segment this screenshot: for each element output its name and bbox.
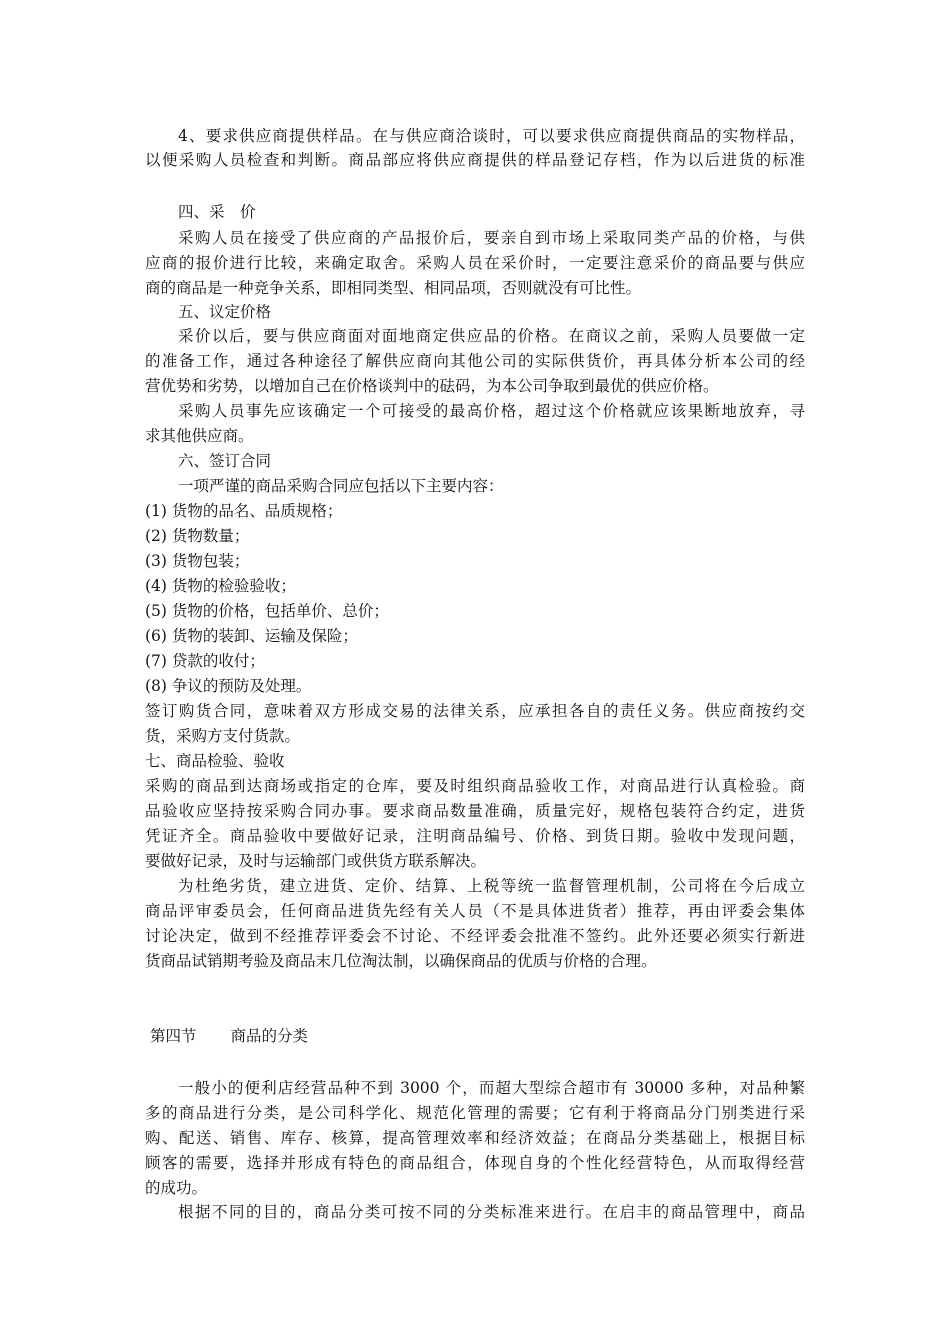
section-number: 第四节 bbox=[150, 1027, 197, 1045]
section-title bbox=[150, 1024, 810, 1048]
paragraph-line: 采价以后，要与供应商面对面地商定供应品的价格。在商议之前，采购人员要做一定 bbox=[178, 327, 805, 345]
list-item: (3) 货物包装； bbox=[145, 552, 250, 570]
paragraph-line: 要做好记录，及时与运输部门或供货方联系解决。 bbox=[145, 852, 487, 870]
list-item: (7) 贷款的收付； bbox=[145, 652, 265, 670]
list-item: (6) 货物的装卸、运输及保险； bbox=[145, 627, 358, 645]
section-heading: 六、签订合同 bbox=[178, 452, 272, 470]
section-heading: 七、商品检验、验收 bbox=[145, 752, 285, 770]
list-item: (1) 货物的品名、品质规格； bbox=[145, 502, 343, 520]
paragraph-line: 货商品试销期考验及商品末几位淘汰制，以确保商品的优质与价格的合理。 bbox=[145, 952, 657, 970]
list-item: (5) 货物的价格，包括单价、总价； bbox=[145, 602, 389, 620]
list-item: (4) 货物的检验验收； bbox=[145, 577, 296, 595]
paragraph-line: 采购的商品到达商场或指定的仓库，要及时组织商品验收工作，对商品进行认真检验。商 bbox=[145, 777, 805, 795]
section-heading: 五、议定价格 bbox=[178, 303, 272, 321]
list-item: (2) 货物数量； bbox=[145, 527, 250, 545]
paragraph-line: 采购人员在接受了供应商的产品报价后，要亲自到市场上采取同类产品的价格，与供 bbox=[178, 229, 805, 247]
paragraph-line: 商品评审委员会，任何商品进货先经有关人员（不是具体进货者）推荐，再由评委会集体 bbox=[145, 902, 805, 920]
paragraph-line: 一项严谨的商品采购合同应包括以下主要内容： bbox=[178, 477, 504, 495]
paragraph-line: 多的商品进行分类，是公司科学化、规范化管理的需要；它有利于将商品分门别类进行采 bbox=[145, 1104, 805, 1122]
paragraph-line: 4、要求供应商提供样品。在与供应商洽谈时，可以要求供应商提供商品的实物样品， bbox=[178, 127, 805, 145]
section-name: 商品的分类 bbox=[230, 1027, 309, 1045]
list-item: (8) 争议的预防及处理。 bbox=[145, 677, 312, 695]
paragraph-line: 讨论决定，做到不经推荐评委会不讨论、不经评委会批准不签约。此外还要必须实行新进 bbox=[145, 927, 805, 945]
paragraph-line: 根据不同的目的，商品分类可按不同的分类标准来进行。在启丰的商品管理中，商品 bbox=[178, 1203, 805, 1221]
paragraph-line: 签订购货合同，意味着双方形成交易的法律关系，应承担各自的责任义务。供应商按约交 bbox=[145, 702, 805, 720]
paragraph-line: 一般小的便利店经营品种不到 3000 个，而超大型综合超市有 30000 多种，对品种繁 bbox=[178, 1079, 805, 1097]
paragraph-line: 营优势和劣势，以增加自己在价格谈判中的砝码，为本公司争取到最优的供应价格。 bbox=[145, 377, 719, 395]
paragraph-line: 采购人员事先应该确定一个可接受的最高价格，超过这个价格就应该果断地放弃，寻 bbox=[178, 402, 805, 420]
paragraph-line: 货，采购方支付货款。 bbox=[145, 727, 301, 745]
paragraph-line: 凭证齐全。商品验收中要做好记录，注明商品编号、价格、到货日期。验收中发现问题， bbox=[145, 827, 805, 845]
paragraph-line: 品验收应坚持按采购合同办事。要求商品数量准确，质量完好，规格包装符合约定，进货 bbox=[145, 802, 805, 820]
paragraph-line: 为杜绝劣货，建立进货、定价、结算、上税等统一监督管理机制，公司将在今后成立 bbox=[178, 877, 805, 895]
paragraph-line: 的准备工作，通过各种途径了解供应商向其他公司的实际供货价，再具体分析本公司的经 bbox=[145, 352, 805, 370]
paragraph-line: 商的商品是一种竞争关系，即相同类型、相同品项，否则就没有可比性。 bbox=[145, 279, 642, 297]
paragraph-line: 购、配送、销售、库存、核算，提高管理效率和经济效益；在商品分类基础上，根据目标 bbox=[145, 1129, 805, 1147]
paragraph-line: 求其他供应商。 bbox=[145, 427, 254, 445]
paragraph-line: 顾客的需要，选择并形成有特色的商品组合，体现自身的个性化经营特色，从而取得经营 bbox=[145, 1154, 805, 1172]
paragraph-line: 的成功。 bbox=[145, 1179, 208, 1197]
paragraph-line: 应商的报价进行比较，来确定取舍。采购人员在采价时，一定要注意采价的商品要与供应 bbox=[145, 254, 805, 272]
paragraph-line: 以便采购人员检查和判断。商品部应将供应商提供的样品登记存档，作为以后进货的标准 bbox=[145, 151, 805, 169]
section-heading: 四、采 价 bbox=[178, 203, 256, 221]
